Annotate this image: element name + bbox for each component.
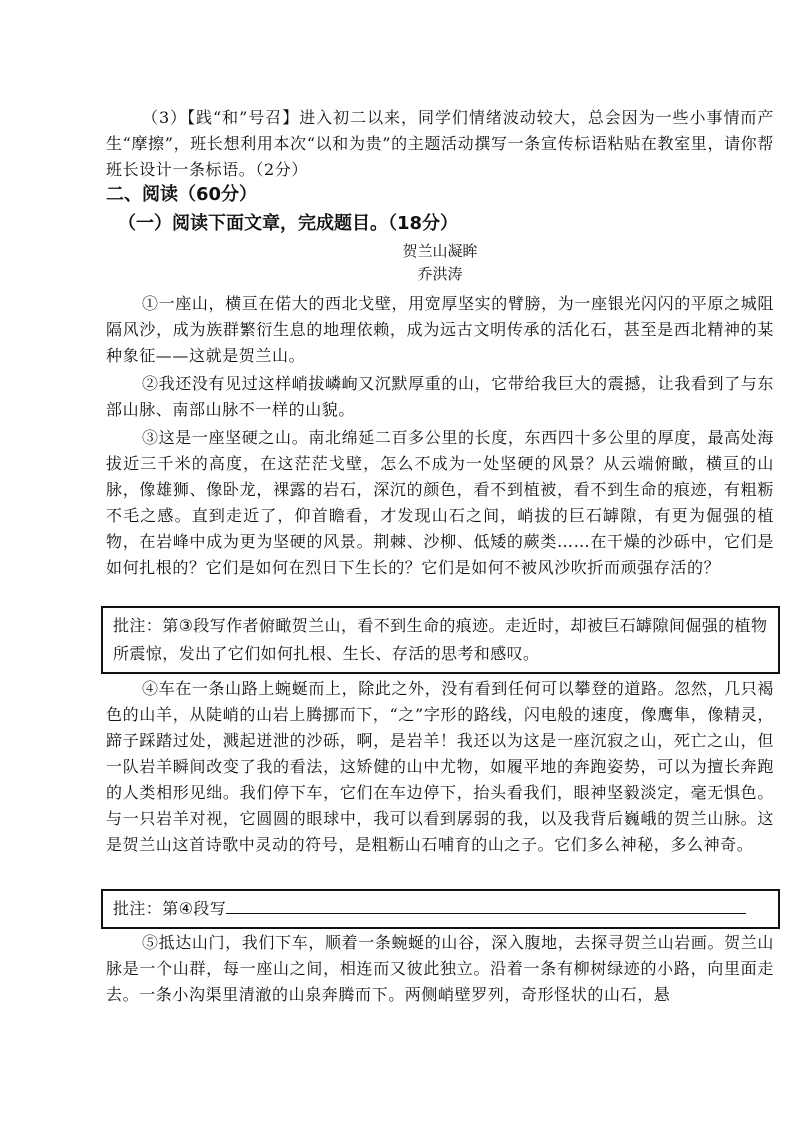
annotation-3-text: 批注：第③段写作者俯瞰贺兰山，看不到生命的痕迹。走近时，却被巨石罅隙间倔强的植物所震惊，发出了它们如何扎根、生长、存活的思考和感叹。: [113, 616, 768, 663]
question-3-text: （3）【践“和”号召】进入初二以来，同学们情绪波动较大，总会因为一些小事情而产生“摩擦”，班长想利用本次“以和为贵”的主题活动撰写一条宣传标语粘贴在教室里，请你帮班长设计一条标语。（2分）: [106, 108, 774, 179]
paragraph-2-text: ②我还没有见过这样峭拔嶙峋又沉默厚重的山，它带给我巨大的震撼，让我看到了与东部山脉、南部山脉不一样的山貌。: [106, 374, 774, 419]
article-title: 贺兰山凝眸: [402, 242, 478, 260]
paragraph-5-text: ⑤抵达山门，我们下车，顺着一条蜿蜒的山谷，深入腹地，去探寻贺兰山岩画。贺兰山脉是一个山群，每一座山之间，相连而又彼此独立。沿着一条有柳树绿迹的小路，向里面走去。一条小沟渠里清澈的山泉奔腾而下。两侧峭壁罗列，奇形怪状的山石，悬: [106, 933, 774, 1004]
paragraph-3-text: ③这是一座坚硬之山。南北绵延二百多公里的长度，东西四十多公里的厚度，最高处海拔近三千米的高度，在这茫茫戈壁，怎么不成为一处坚硬的风景？从云端俯瞰，横亘的山脉，像雄狮、像卧龙，裸露的岩石，深沉的颜色，看不到植被，看不到生命的痕迹，有粗粝不毛之感。直到走近了，仰首瞻看，才发现山石之间，峭拔的巨石罅隙，有更为倔强的植物，在岩峰中成为更为坚硬的风景。荆棘、沙柳、低矮的蕨类……在干燥的沙砾中，它们是如何扎根的？它们是如何在烈日下生长的？它们是如何不被风沙吹折而顽强存活的？: [106, 428, 774, 577]
paragraph-2: [106, 371, 774, 423]
paragraph-5: [106, 930, 774, 1008]
paragraph-3: [106, 425, 774, 581]
annotation-4-prefix: 批注：第④段写: [113, 899, 227, 918]
paragraph-1: [106, 291, 774, 369]
answer-blank-line[interactable]: [226, 897, 746, 914]
annotation-box-4: [101, 889, 780, 929]
paragraph-1-text: ①一座山，横亘在偌大的西北戈壁，用宽厚坚实的臂膀，为一座银光闪闪的平原之城阻隔风沙，成为族群繁衍生息的地理依赖，成为远古文明传承的活化石，甚至是西北精神的某种象征——这就是贺兰山。: [106, 294, 774, 365]
paragraph-4-text: ④车在一条山路上蜿蜒而上，除此之外，没有看到任何可以攀登的道路。忽然，几只褐色的山羊，从陡峭的山岩上腾挪而下，“之”字形的路线，闪电般的速度，像鹰隼，像精灵，蹄子踩踏过处，溅起迸泄的沙砾，啊，是岩羊！我还以为这是一座沉寂之山，死亡之山，但一队岩羊瞬间改变了我的看法，这矫健的山中尤物，如履平地的奔跑姿势，可以为擅长奔跑的人类相形见绌。我们停下车，它们在车边停下，抬头看我们，眼神坚毅淡定，毫无惧色。与一只岩羊对视，它圆圆的眼球中，我可以看到孱弱的我，以及我背后巍峨的贺兰山脉。这是贺兰山这首诗歌中灵动的符号，是粗粝山石哺育的山之子。它们多么神秘，多么神奇。: [106, 679, 774, 854]
section-title: 二、阅读（60分）: [106, 184, 258, 205]
annotation-box-3: [101, 606, 780, 674]
article-author: 乔洪涛: [417, 265, 463, 283]
subsection-title: （一）阅读下面文章，完成题目。（18分）: [118, 213, 459, 234]
paragraph-4: [106, 676, 774, 858]
question-3: [106, 105, 774, 183]
